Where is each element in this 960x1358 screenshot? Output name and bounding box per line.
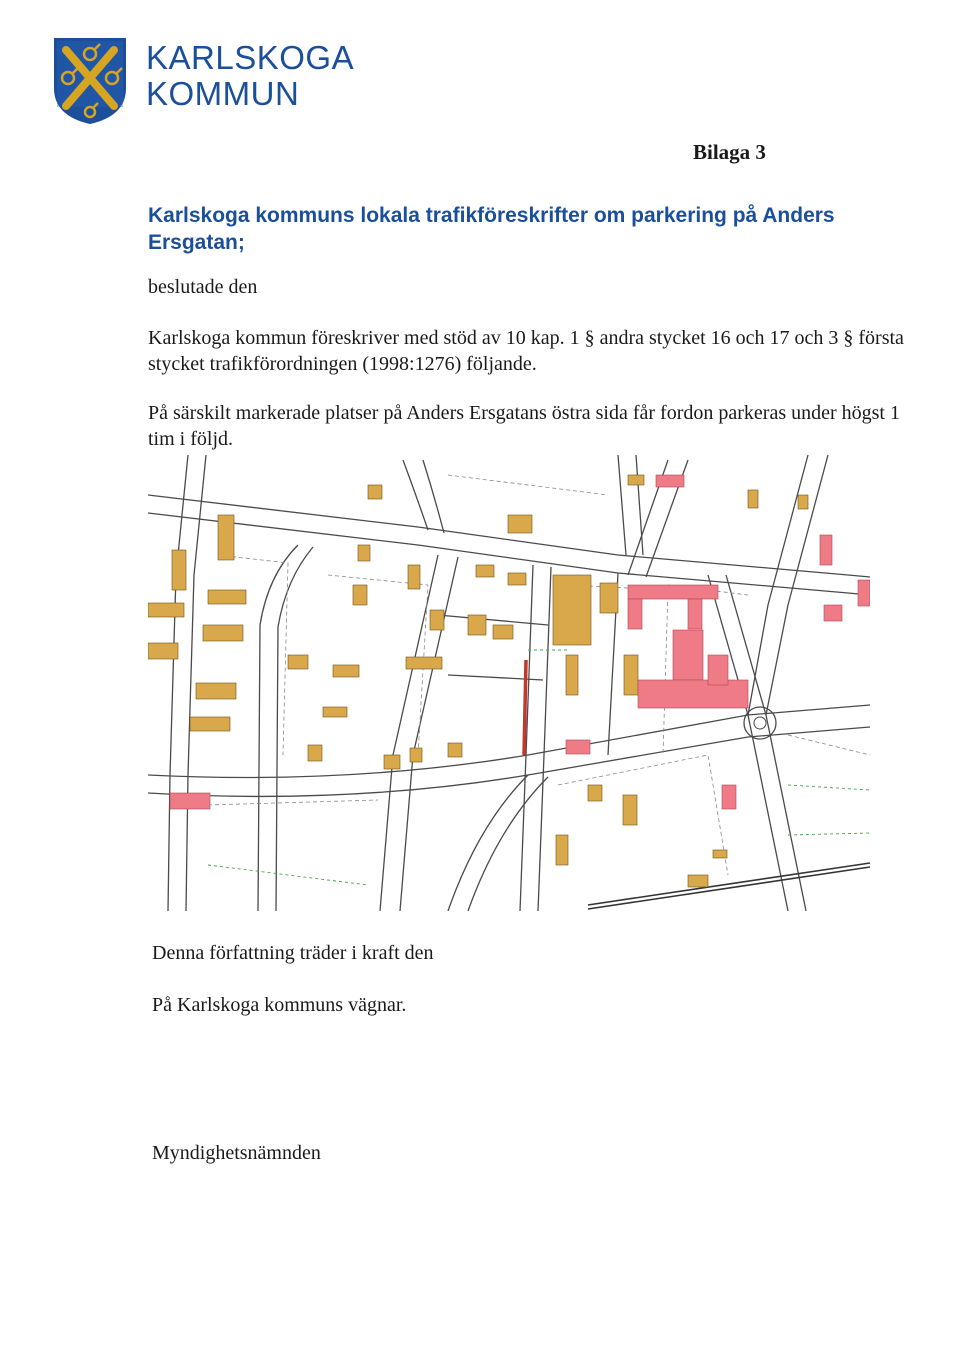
karlskoga-coat-of-arms-logo xyxy=(52,36,128,126)
regulation-paragraph-1: Karlskoga kommun föreskriver med stöd av 10 kap. 1 § andra stycket 16 och 17 och 3 § första stycket trafikförordningen (1998:1276) följande. xyxy=(148,327,904,375)
signatory: Myndighetsnämnden xyxy=(152,1142,321,1164)
street-map xyxy=(148,455,870,911)
on-behalf-line: På Karlskoga kommuns vägnar. xyxy=(152,994,407,1016)
org-name-line1: KARLSKOGA xyxy=(146,39,355,76)
organization-name xyxy=(146,40,354,112)
appendix-label: Bilaga 3 xyxy=(693,140,766,164)
org-name-line2: KOMMUN xyxy=(146,75,300,112)
anders-ersgatan-parking-marking xyxy=(524,660,526,755)
decided-date-line: beslutade den xyxy=(148,276,258,298)
regulation-paragraph-2: På särskilt markerade platser på Anders Ersgatans östra sida får fordon parkeras under högst 1 tim i följd. xyxy=(148,402,900,450)
effective-date-line: Denna författning träder i kraft den xyxy=(152,942,434,964)
document-title: Karlskoga kommuns lokala trafikföreskrifter om parkering på Anders Ersgatan; xyxy=(148,204,835,254)
